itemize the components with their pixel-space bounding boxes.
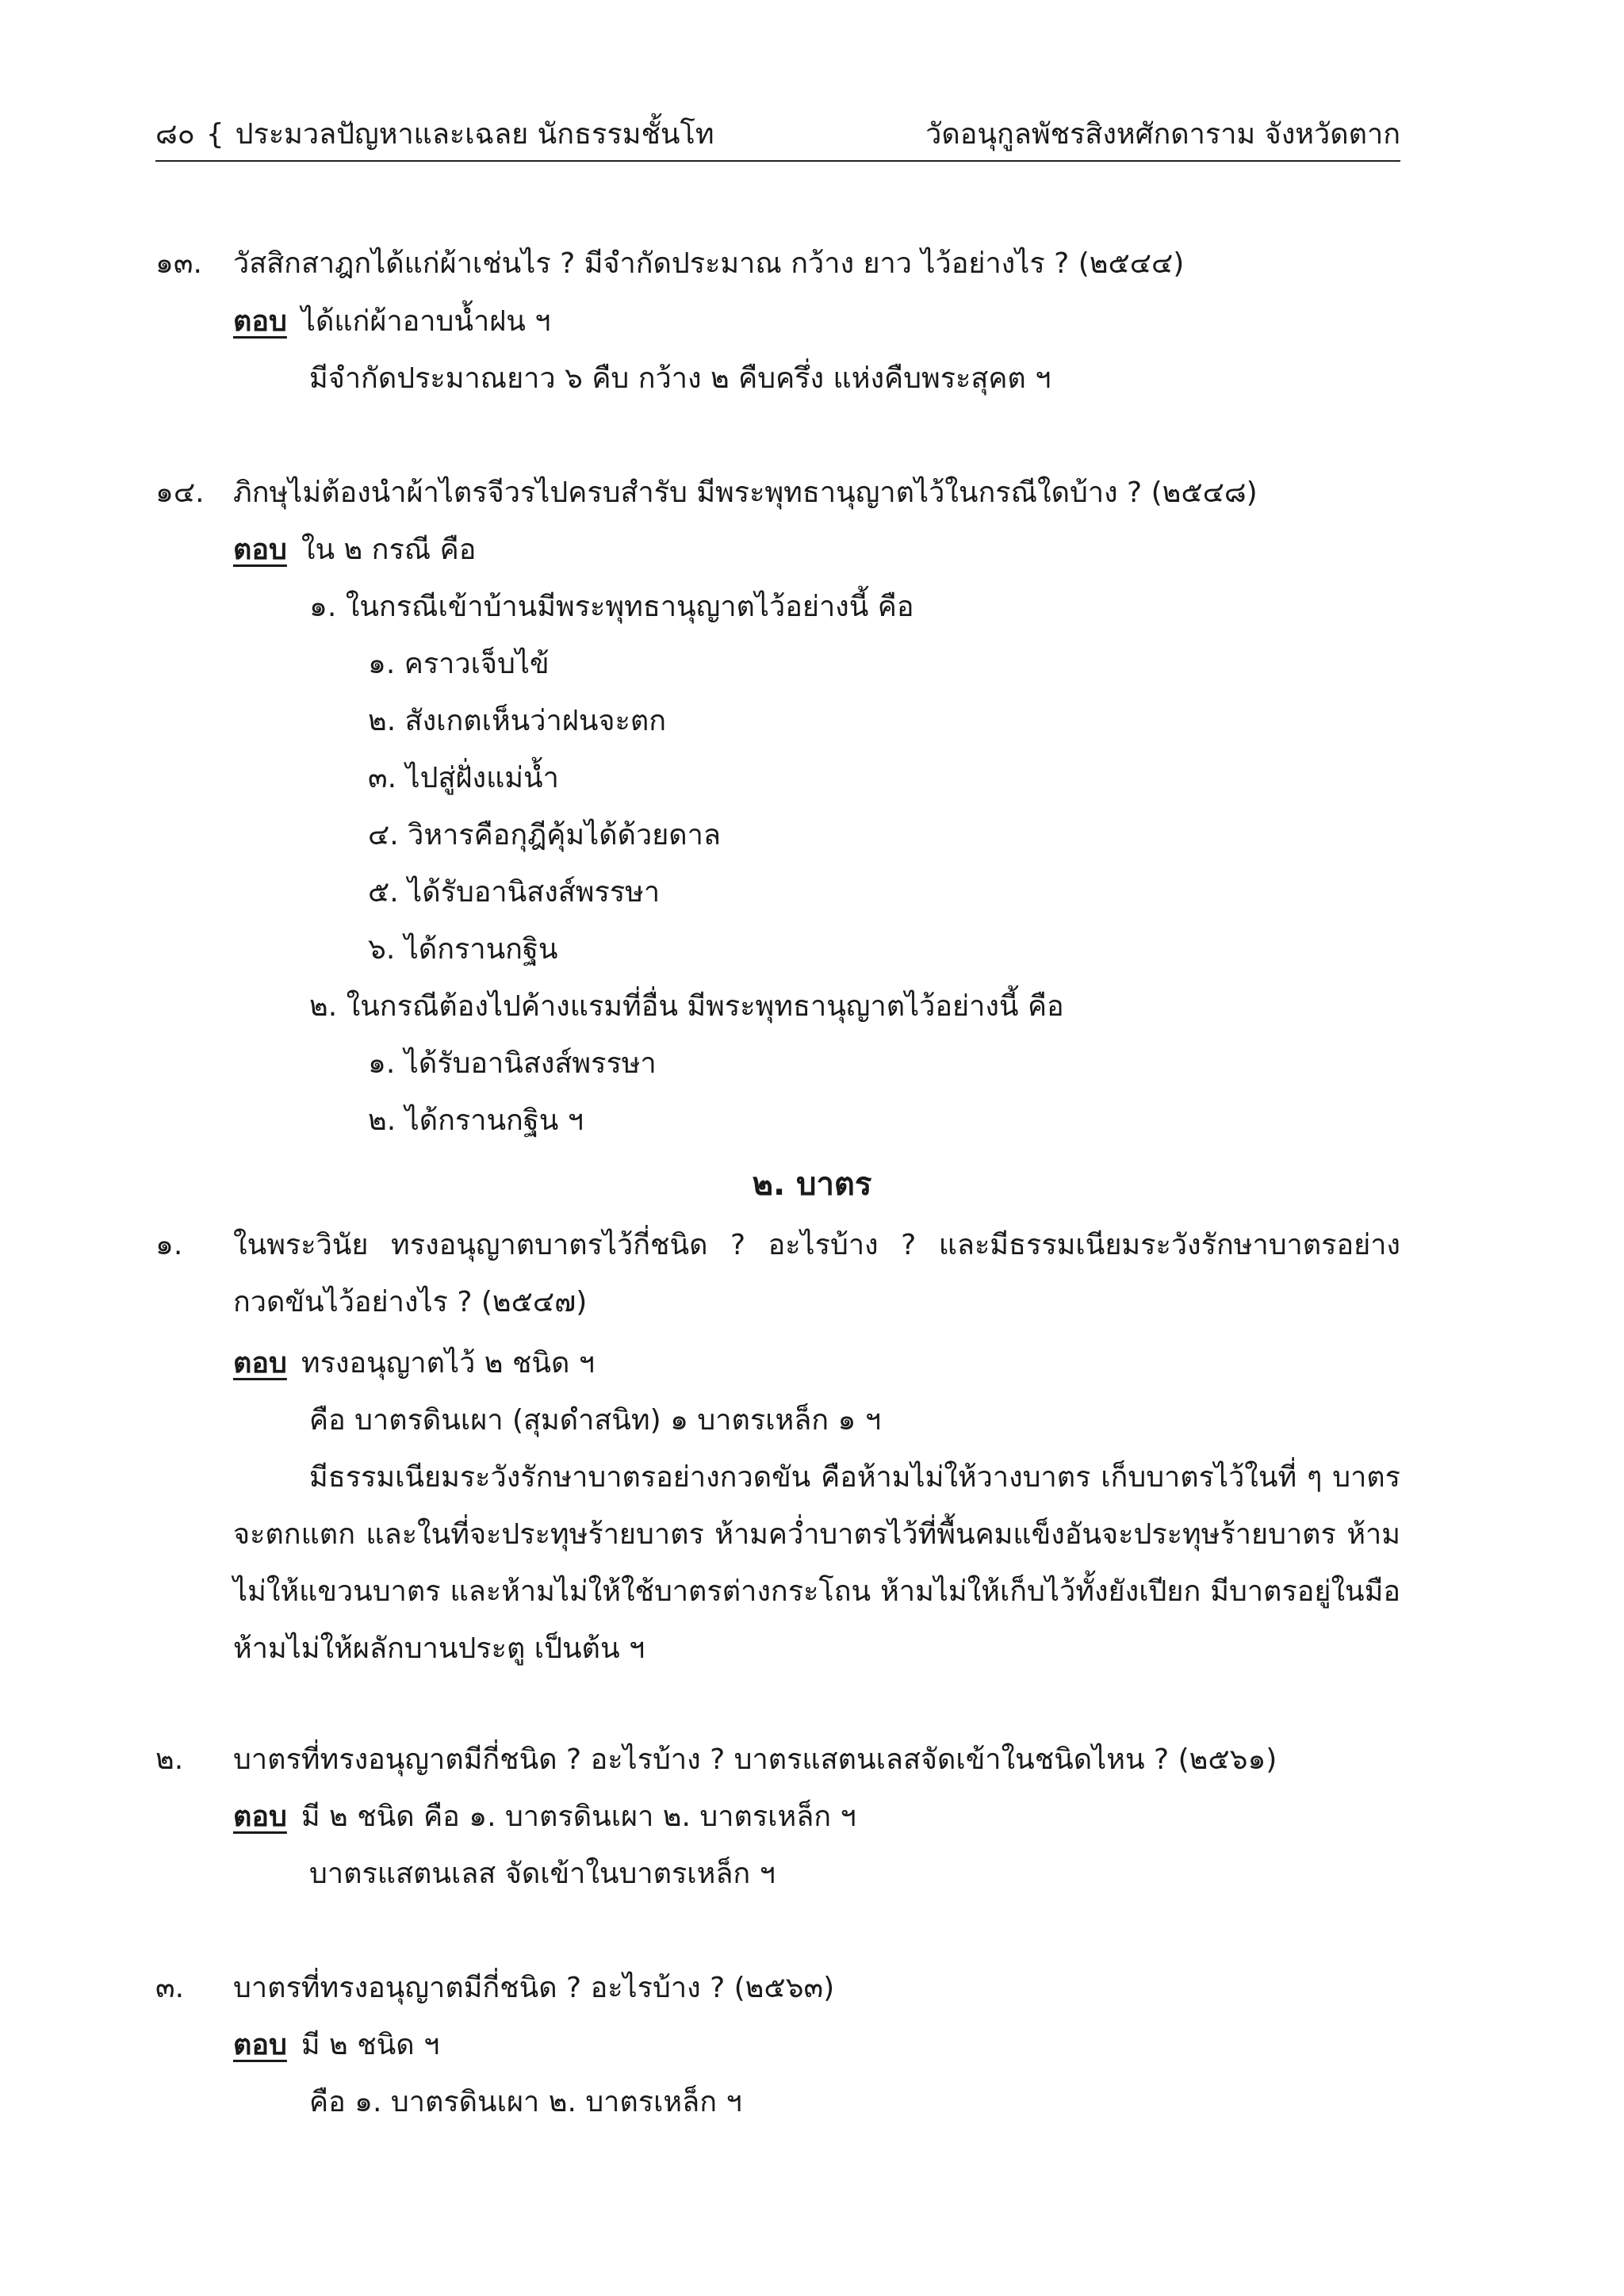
page-number: ๘๐ xyxy=(155,118,195,151)
header-left xyxy=(155,111,714,159)
answer-detail: คือ ๑. บาตรดินเผา ๒. บาตรเหล็ก ฯ xyxy=(309,2086,742,2118)
question-text: วัสสิกสาฎกได้แก่ผ้าเช่นไร ? มีจำกัดประมาณ กว้าง ยาว ไว้อย่างไร ? (๒๕๔๔) xyxy=(233,247,1185,280)
book-title: ประมวลปัญหาและเฉลย นักธรรมชั้นโท xyxy=(235,118,714,151)
answer-line xyxy=(233,298,551,346)
answer-text: ได้แก่ผ้าอาบน้ำฝน ฯ xyxy=(301,305,551,338)
question-text: บาตรที่ทรงอนุญาตมีกี่ชนิด ? อะไรบ้าง ? บาตรแสตนเลสจัดเข้าในชนิดไหน ? (๒๕๖๑) xyxy=(233,1743,1277,1776)
answer-detail: คือ บาตรดินเผา (สุมดำสนิท) ๑ บาตรเหล็ก ๑ ฯ xyxy=(309,1404,882,1437)
answer-label: ตอบ xyxy=(233,1800,287,1833)
answer-line xyxy=(233,1340,595,1387)
question-number: ๓. xyxy=(155,1972,185,2004)
list-item: ๕. ได้รับอานิสงส์พรรษา xyxy=(368,876,661,909)
list-item: ๔. วิหารคือกุฎีคุ้มได้ด้วยดาล xyxy=(368,819,721,851)
answer-detail: มีจำกัดประมาณยาว ๖ คืบ กว้าง ๒ คืบครึ่ง แห่งคืบพระสุคต ฯ xyxy=(309,362,1051,395)
list-item: ๒. ได้กรานกฐิน ฯ xyxy=(368,1104,584,1137)
answer-label: ตอบ xyxy=(233,1347,287,1380)
question-text: ในพระวินัย ทรงอนุญาตบาตรไว้กี่ชนิด ? อะไรบ้าง ? และมีธรรมเนียมระวังรักษาบาตรอย่างกวดขันไว้อย่างไร ? (๒๕๔๗) xyxy=(233,1229,1400,1318)
answer-paragraph: มีธรรมเนียมระวังรักษาบาตรอย่างกวดขัน คือห้ามไม่ให้วางบาตร เก็บบาตรไว้ในที่ ๆ บาตรจะตกแตก และในที่จะประทุษร้ายบาตร ห้ามคว่ำบาตรไว้ที่พื้นคมแข็งอันจะประทุษร้ายบาตร ห้ามไม่ให้แขวนบาตร และห้ามไม่ให้ใช้บาตรต่างกระโถน ห้ามไม่ให้เก็บไว้ทั้งยังเปียก มีบาตรอยู่ในมือห้ามไม่ให้ผลักบานประตู เป็นต้น ฯ xyxy=(233,1461,1400,1665)
header-rule xyxy=(155,160,1400,162)
question-text: บาตรที่ทรงอนุญาตมีกี่ชนิด ? อะไรบ้าง ? (๒๕๖๓) xyxy=(233,1972,835,2004)
answer-line xyxy=(233,1793,856,1841)
list-item: ๓. ไปสู่ฝั่งแม่น้ำ xyxy=(368,762,559,794)
answer-label: ตอบ xyxy=(233,305,287,338)
question-number: ๑๔. xyxy=(155,476,205,509)
case-heading: ๒. ในกรณีต้องไปค้างแรมที่อื่น มีพระพุทธานุญาตไว้อย่างนี้ คือ xyxy=(309,990,1064,1023)
page-header xyxy=(155,111,1400,159)
answer-label: ตอบ xyxy=(233,2029,287,2061)
answer-label: ตอบ xyxy=(233,534,287,566)
answer-text: มี ๒ ชนิด คือ ๑. บาตรดินเผา ๒. บาตรเหล็ก ฯ xyxy=(301,1800,856,1833)
question-number: ๒. xyxy=(155,1743,184,1776)
temple-name: วัดอนุกูลพัชรสิงหศักดาราม จังหวัดตาก xyxy=(925,118,1400,151)
list-item: ๑. คราวเจ็บไข้ xyxy=(368,648,550,680)
question-text: ภิกษุไม่ต้องนำผ้าไตรจีวรไปครบสำรับ มีพระพุทธานุญาตไว้ในกรณีใดบ้าง ? (๒๕๔๘) xyxy=(233,476,1258,509)
answer-detail: บาตรแสตนเลส จัดเข้าในบาตรเหล็ก ฯ xyxy=(309,1858,776,1890)
answer-line xyxy=(233,526,476,574)
answer-text: มี ๒ ชนิด ฯ xyxy=(301,2029,440,2061)
case-heading: ๑. ในกรณีเข้าบ้านมีพระพุทธานุญาตไว้อย่างนี้ คือ xyxy=(309,591,914,623)
question-number: ๑๓. xyxy=(155,247,202,280)
list-item: ๒. สังเกตเห็นว่าฝนจะตก xyxy=(368,705,667,737)
header-brace: { xyxy=(205,118,224,151)
question-number: ๑. xyxy=(155,1229,183,1261)
answer-text: ใน ๒ กรณี คือ xyxy=(301,534,477,566)
list-item: ๖. ได้กรานกฐิน xyxy=(368,933,558,966)
answer-line xyxy=(233,2022,439,2069)
section-title: ๒. บาตร xyxy=(752,1166,872,1203)
list-item: ๑. ได้รับอานิสงส์พรรษา xyxy=(368,1047,657,1080)
answer-text: ทรงอนุญาตไว้ ๒ ชนิด ฯ xyxy=(301,1347,596,1380)
